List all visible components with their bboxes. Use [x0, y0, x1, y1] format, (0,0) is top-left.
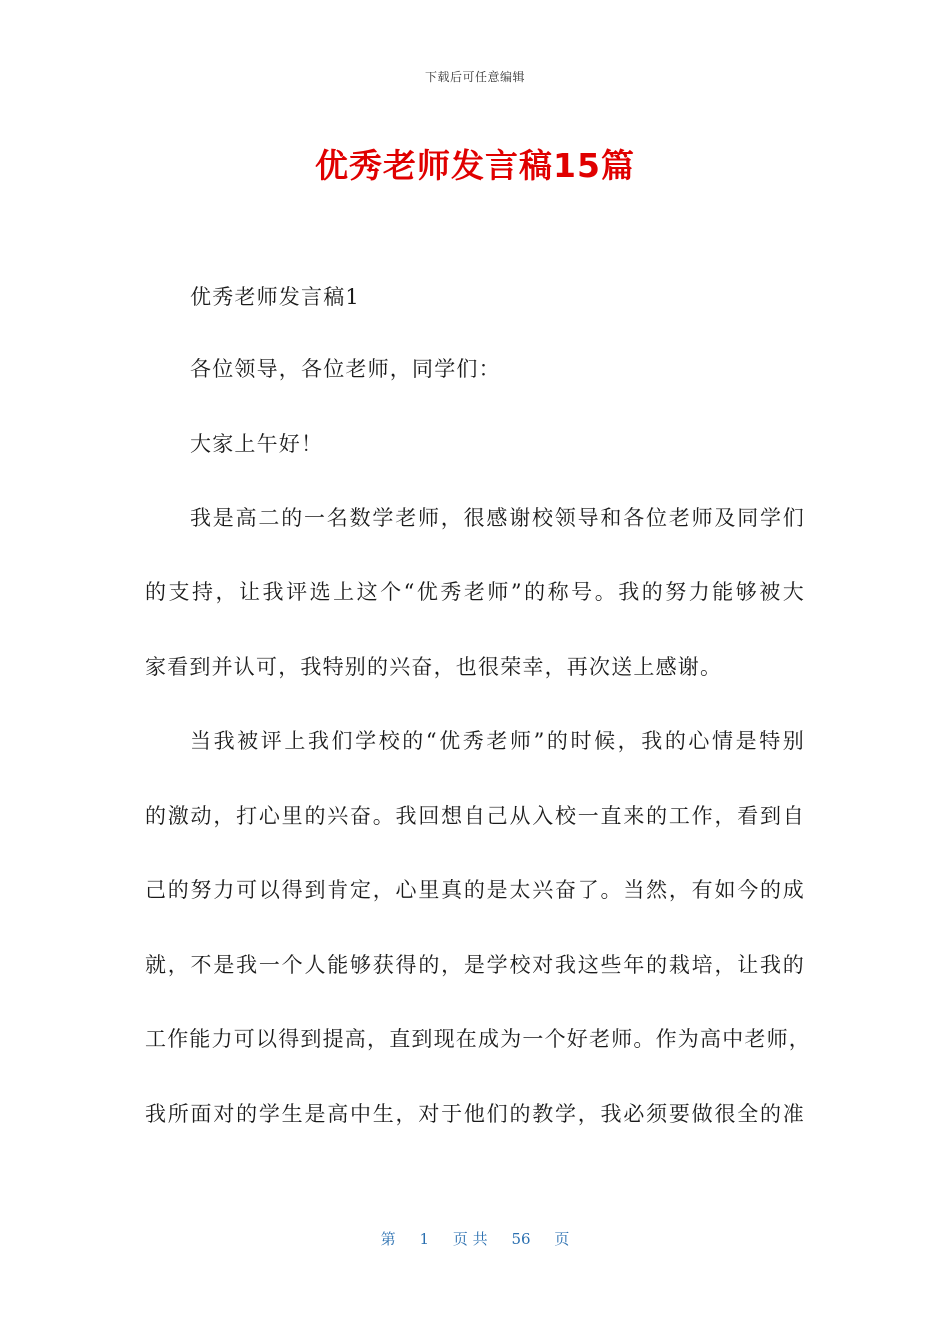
paragraph-line: 我是高二的一名数学老师，很感谢校领导和各位老师及同学们	[190, 506, 805, 530]
page-label-prefix: 第	[380, 1230, 396, 1248]
paragraph-line: 的激动，打心里的兴奋。我回想自己从入校一直来的工作，看到自	[145, 804, 805, 828]
header-note: 下载后可任意编辑	[424, 70, 525, 84]
page-footer	[0, 1228, 950, 1249]
greeting-line: 大家上午好！	[190, 432, 324, 456]
paragraph-line: 家看到并认可，我特别的兴奋，也很荣幸，再次送上感谢。	[145, 655, 723, 679]
page-label-suffix: 页	[554, 1230, 570, 1248]
page-label-mid: 页 共	[452, 1230, 488, 1248]
paragraph-line: 工作能力可以得到提高，直到现在成为一个好老师。作为高中老师，	[145, 1027, 811, 1051]
document-title: 优秀老师发言稿15篇	[315, 146, 635, 185]
paragraph-line: 当我被评上我们学校的“优秀老师”的时候，我的心情是特别	[190, 729, 805, 753]
salutation-line: 各位领导，各位老师，同学们：	[190, 357, 501, 381]
paragraph-line: 的支持，让我评选上这个“优秀老师”的称号。我的努力能够被大	[145, 580, 805, 604]
paragraph-line: 就，不是我一个人能够获得的，是学校对我这些年的栽培，让我的	[145, 953, 805, 977]
paragraph-line: 己的努力可以得到肯定，心里真的是太兴奋了。当然，有如今的成	[145, 878, 805, 902]
total-pages-number: 56	[511, 1230, 531, 1248]
paragraph-line: 我所面对的学生是高中生，对于他们的教学，我必须要做很全的准	[145, 1102, 805, 1126]
current-page-number: 1	[419, 1230, 429, 1248]
section-heading: 优秀老师发言稿1	[190, 285, 360, 309]
